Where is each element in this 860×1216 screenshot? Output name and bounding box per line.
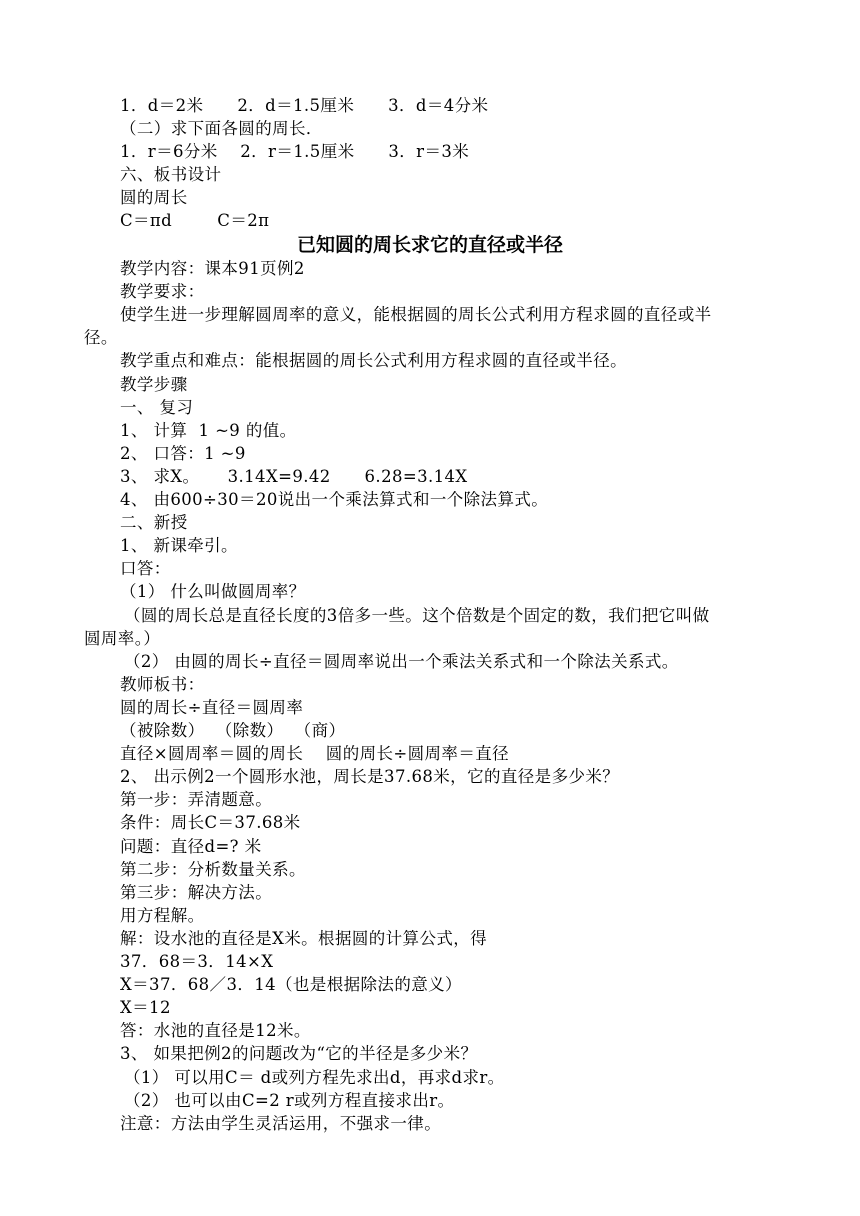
lesson-line: 2、 口答：1 ~9 — [120, 443, 246, 463]
lesson-line: 圆的周长÷直径＝圆周率 — [120, 697, 304, 717]
lesson-line: （圆的周长总是直径长度的3倍多一些。这个倍数是个固定的数，我们把它叫做 — [124, 605, 710, 625]
lesson-line: （1） 可以用C＝ d或列方程先求出d，再求d求r。 — [124, 1067, 505, 1087]
lesson-line: 教学要求： — [120, 282, 205, 302]
board-design-subtitle: 圆的周长 — [120, 188, 188, 207]
lesson-line: 教师板书： — [120, 674, 205, 694]
lesson-line: 1、 新课牵引。 — [120, 536, 238, 556]
lesson-line: 注意：方法由学生灵活运用，不强求一律。 — [120, 1113, 442, 1133]
lesson-line: 口答： — [120, 559, 171, 579]
lesson-line: 2、 出示例2一个圆形水池，周长是37.68米，它的直径是多少米？ — [120, 767, 620, 787]
review-item-1: 1．d＝2米 2．d＝1.5厘米 3．d＝4分米 — [120, 96, 489, 115]
lesson-line: X＝37．68／3．14（也是根据除法的意义） — [120, 975, 462, 995]
lesson-line: （被除数） （除数） （商） — [120, 721, 346, 740]
lesson-line: 3、 如果把例2的问题改为“它的半径是多少米？ — [120, 1044, 478, 1064]
lesson-line: 圆周率。） — [84, 628, 161, 648]
lesson-line: （1） 什么叫做圆周率？ — [120, 582, 306, 602]
lesson-line: 3、 求X。 3.14X=9.42 6.28=3.14X — [120, 466, 468, 486]
board-design-heading: 六、板书设计 — [120, 165, 222, 184]
board-design-formulas: C＝πd C＝2π — [120, 211, 270, 230]
lesson-line: （2） 由圆的周长÷直径＝圆周率说出一个乘法关系式和一个除法关系式。 — [124, 651, 679, 671]
lesson-line: 1、 计算 1 ~9 的值。 — [120, 420, 297, 440]
lesson-line: 条件：周长C＝37.68米 — [120, 813, 301, 833]
lesson-line: 教学内容：课本91页例2 — [120, 259, 305, 278]
review-item-2: （二）求下面各圆的周长． — [120, 119, 323, 138]
lesson-line: 径。 — [84, 328, 118, 348]
lesson-line: 第二步：分析数量关系。 — [120, 859, 306, 879]
lesson-line: 4、 由600÷30＝20说出一个乘法算式和一个除法算式。 — [120, 490, 549, 509]
lesson-line: 使学生进一步理解圆周率的意义，能根据圆的周长公式利用方程求圆的直径或半 — [120, 305, 712, 325]
review-item-3: 1．r＝6分米 2．r＝1.5厘米 3．r＝3米 — [120, 142, 470, 161]
lesson-line: 直径×圆周率＝圆的周长 圆的周长÷圆周率＝直径 — [120, 744, 510, 764]
lesson-line: 教学步骤 — [120, 374, 188, 394]
lesson-line: 第三步：解决方法。 — [120, 882, 273, 902]
lesson-line: 二、新授 — [120, 513, 188, 533]
lesson-line: 一、 复习 — [120, 397, 194, 417]
lesson-line: （2） 也可以由C=2 r或列方程直接求出r。 — [124, 1090, 455, 1110]
lesson-line: 用方程解。 — [120, 905, 205, 925]
lesson-line: 答：水池的直径是12米。 — [120, 1021, 311, 1041]
lesson-title: 已知圆的周长求它的直径或半径 — [296, 234, 563, 256]
lesson-line: X＝12 — [120, 998, 171, 1018]
lesson-line: 教学重点和难点：能根据圆的周长公式利用方程求圆的直径或半径。 — [120, 351, 627, 371]
lesson-line: 37．68＝3．14×X — [120, 952, 274, 971]
lesson-line: 问题：直径d=? 米 — [120, 836, 262, 856]
lesson-line: 第一步：弄清题意。 — [120, 790, 273, 810]
lesson-line: 解：设水池的直径是X米。根据圆的计算公式，得 — [120, 928, 488, 948]
